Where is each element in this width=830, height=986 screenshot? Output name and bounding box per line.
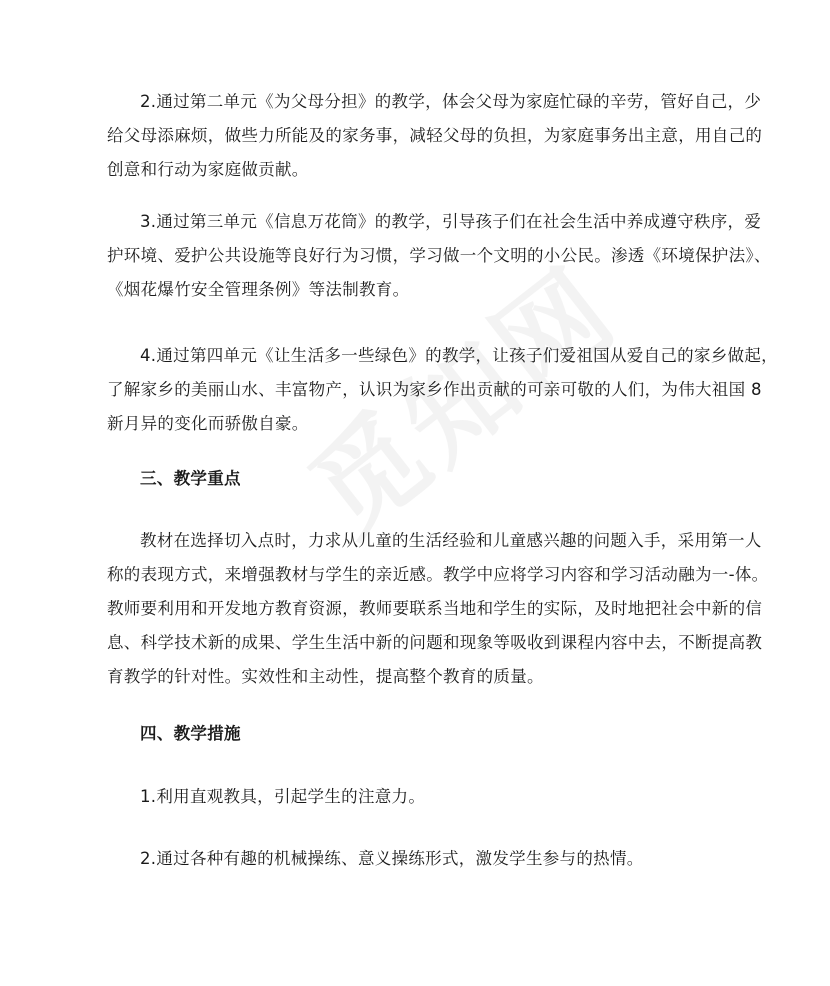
text-line: 教师要利用和开发地方教育资源，教师要联系当地和学生的实际，及时地把社会中新的信: [107, 599, 763, 618]
text-line: 2.通过各种有趣的机械操练、意义操练形式，激发学生参与的热情。: [140, 849, 644, 868]
text-line: 4.通过第四单元《让生活多一些绿色》的教学，让孩子们爱祖国从爱自己的家乡做起，: [140, 346, 778, 365]
paragraph-unit-4: [107, 339, 778, 441]
text-line: 新月异的变化而骄傲自豪。: [107, 414, 309, 433]
text-line: 教材在选择切入点时，力求从儿童的生活经验和儿童感兴趣的问题入手，采用第一人: [140, 531, 762, 550]
section-heading-teaching-measures: 四、教学措施: [140, 724, 241, 743]
text-line: 护环境、爱护公共设施等良好行为习惯，学习做一个文明的小公民。渗透《环境保护法》、: [107, 246, 771, 265]
text-line: 给父母添麻烦，做些力所能及的家务事，减轻父母的负担，为家庭事务出主意，用自己的: [107, 126, 763, 145]
text-line: 3.通过第三单元《信息万花筒》的教学，引导孩子们在社会生活中养成遵守秩序，爱: [140, 212, 762, 231]
list-item: [107, 842, 721, 876]
text-line: 1.利用直观教具，引起学生的注意力。: [140, 787, 426, 806]
text-line: 称的表现方式，来增强教材与学生的亲近感。教学中应将学习内容和学习活动融为一-体。: [107, 565, 769, 584]
text-line: 创意和行动为家庭做贡献。: [107, 160, 309, 179]
paragraph-unit-3: [107, 205, 771, 307]
paragraph-teaching-focus: [107, 524, 769, 694]
text-line: 《烟花爆竹安全管理条例》等法制教育。: [107, 280, 410, 299]
text-line: 育教学的针对性。实效性和主动性，提高整个教育的质量。: [107, 667, 544, 686]
list-item: [107, 780, 721, 814]
text-line: 2.通过第二单元《为父母分担》的教学，体会父母为家庭忙碌的辛劳，管好自己，少: [140, 92, 762, 111]
paragraph-unit-2: [107, 85, 763, 187]
text-line: 了解家乡的美丽山水、丰富物产，认识为家乡作出贡献的可亲可敬的人们，为伟大祖国 8: [107, 380, 762, 399]
section-heading-teaching-focus: 三、教学重点: [140, 469, 241, 488]
text-line: 息、科学技术新的成果、学生生活中新的问题和现象等吸收到课程内容中去，不断提高教: [107, 633, 763, 652]
